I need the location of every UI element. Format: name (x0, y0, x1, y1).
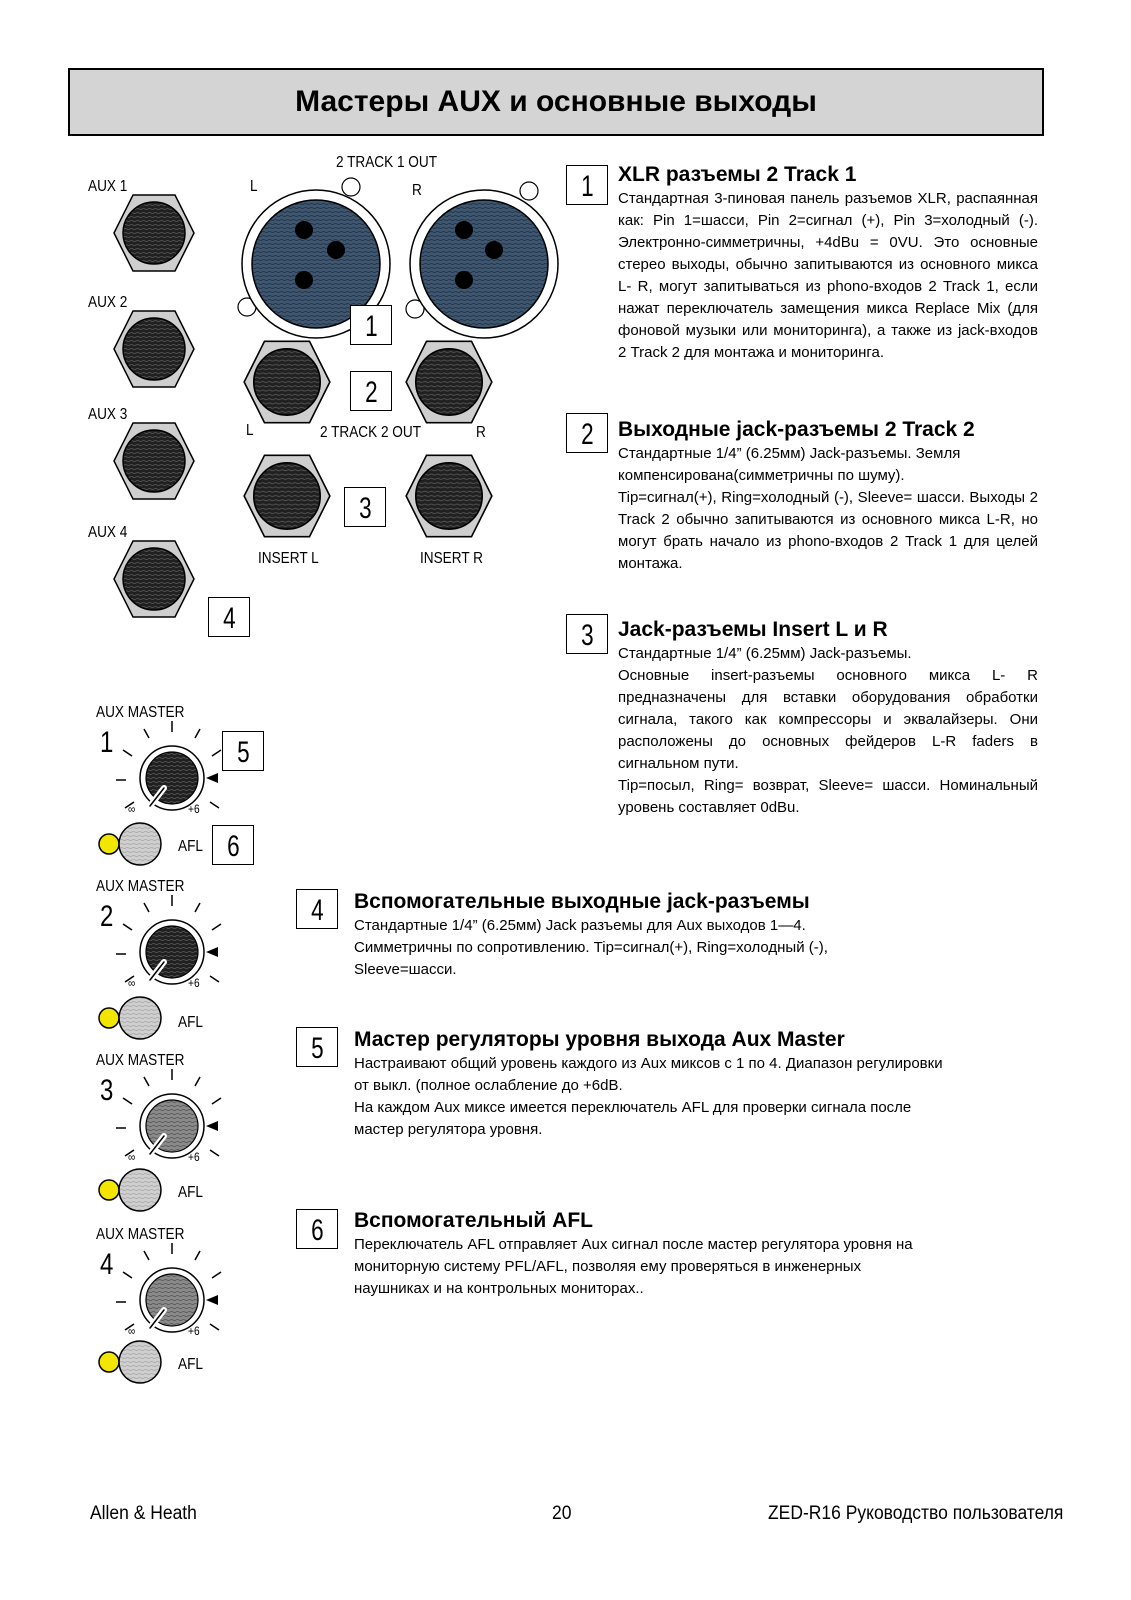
section-insert-jacks (618, 618, 1038, 819)
section-1-badge: 1 (566, 165, 608, 205)
section-4-badge: 4 (296, 889, 338, 929)
aux-master-3-max: +6 (188, 1150, 200, 1164)
section-3-badge: 3 (566, 614, 608, 654)
aux-master-3-number: 3 (100, 1074, 114, 1107)
aux-master-1-number: 1 (100, 726, 114, 759)
section-6-badge: 6 (296, 1209, 338, 1249)
callout-badge-4: 4 (208, 597, 250, 637)
track2-right-label: R (476, 424, 486, 441)
section-5-line-1: Настраивают общий уровень каждого из Aux миксов с 1 по 4. Диапазон регулировки (354, 1055, 943, 1072)
track1-left-label: L (250, 178, 258, 195)
aux-master-2-afl-button-icon[interactable] (96, 996, 168, 1040)
section-6-heading: Вспомогательный AFL (354, 1209, 593, 1232)
aux-master-1-max: +6 (188, 802, 200, 816)
aux-1-jack-icon (112, 191, 196, 275)
aux-master-1-afl-button-icon[interactable] (96, 822, 168, 866)
section-4-line-2: Симметричны по сопротивлению. Tip=сигнал(+), Ring=холодный (-), (354, 939, 828, 956)
track2-right-jack-icon (404, 337, 494, 427)
insert-right-label: INSERT R (420, 550, 483, 567)
section-aux-afl (354, 1209, 1024, 1300)
aux-master-1-min: ∞ (128, 802, 136, 816)
aux-master-4-label: AUX MASTER (96, 1226, 185, 1243)
page-title-box (68, 68, 1044, 136)
section-5-heading: Мастер регуляторы уровня выхода Aux Master (354, 1028, 845, 1051)
section-5-line-2: от выкл. (полное ослабление до +6dB. (354, 1077, 623, 1094)
footer-manual-title: ZED-R16 Руководство пользователя (768, 1503, 1064, 1524)
section-aux-jacks (354, 890, 1014, 981)
section-5-line-4: мастер регулятора уровня. (354, 1121, 543, 1138)
aux-jack-label-4: AUX 4 (88, 524, 128, 541)
aux-master-4-afl-button-icon[interactable] (96, 1340, 168, 1384)
track1-out-label: 2 TRACK 1 OUT (336, 154, 438, 171)
section-4-line-1: Стандартные 1/4” (6.25мм) Jack разъемы для Aux выходов 1—4. (354, 917, 806, 934)
aux-master-2-afl-label: AFL (178, 1014, 203, 1031)
callout-badge-6: 6 (212, 825, 254, 865)
insert-left-label: INSERT L (258, 550, 319, 567)
section-track2-jacks (618, 418, 1038, 575)
insert-right-jack-icon (404, 451, 494, 541)
aux-master-3-afl-label: AFL (178, 1184, 203, 1201)
section-3-line-3: Tip=посыл, Ring= возврат, Sleeve= шасси. Номинальный уровень составляет 0dBu. (618, 777, 1038, 816)
track2-left-jack-icon (242, 337, 332, 427)
insert-left-jack-icon (242, 451, 332, 541)
section-3-line-1: Стандартные 1/4” (6.25мм) Jack-разъемы. (618, 645, 912, 662)
section-6-line-2: мониторную систему PFL/AFL, позволяя ему проверяться в инженерных (354, 1258, 862, 1275)
aux-master-4-min: ∞ (128, 1324, 136, 1338)
section-aux-master (354, 1028, 1024, 1141)
aux-master-2-label: AUX MASTER (96, 878, 185, 895)
aux-4-jack-icon (112, 537, 196, 621)
aux-master-3-afl-button-icon[interactable] (96, 1168, 168, 1212)
section-1-heading: XLR разъемы 2 Track 1 (618, 163, 857, 186)
section-5-line-3: На каждом Aux миксе имеется переключатель AFL для проверки сигнала после (354, 1099, 912, 1116)
aux-jack-label-1: AUX 1 (88, 178, 128, 195)
section-1-body: Стандартная 3-пиновая панель разъемов XLR, распаянная как: Pin 1=шасси, Pin 2=сигнал (+), Pin 3=холодный (-). Электронно-симметричны, +4dBu = 0VU. Это основные стерео выходы, обычно запитываются из основного микса L- R, могут запитываться из phono-входов 2 Track 1, если нажат переключатель замещения микса Replace Mix (для фоновой музыки или мониторинга), а также из jack-входов 2 Track 2 для монтажа и мониторинга. (618, 190, 1038, 361)
aux-master-4-max: +6 (188, 1324, 200, 1338)
section-3-heading: Jack-разъемы Insert L и R (618, 618, 888, 641)
section-xlr-track1 (618, 163, 1038, 364)
aux-master-3-label: AUX MASTER (96, 1052, 185, 1069)
callout-badge-1: 1 (350, 305, 392, 345)
section-6-line-3: наушниках и на контрольных мониторах.. (354, 1280, 644, 1297)
section-5-badge: 5 (296, 1027, 338, 1067)
callout-badge-2: 2 (350, 371, 392, 411)
aux-3-jack-icon (112, 419, 196, 503)
page-title: Мастеры AUX и основные выходы (295, 85, 817, 118)
callout-badge-5: 5 (222, 731, 264, 771)
aux-jack-label-3: AUX 3 (88, 406, 128, 423)
aux-master-1-label: AUX MASTER (96, 704, 185, 721)
aux-master-4-number: 4 (100, 1248, 114, 1281)
track2-out-label: 2 TRACK 2 OUT (320, 424, 422, 441)
footer-brand: Allen & Heath (90, 1503, 197, 1524)
section-3-line-2: Основные insert-разъемы основного микса L- R предназначены для вставки оборудования обработки сигнала, такого как компрессоры и эквалайзеры. Они расположены до основных фейдеров L-R faders в сигнальном пути. (618, 667, 1038, 772)
callout-badge-3: 3 (344, 487, 386, 527)
aux-master-2-min: ∞ (128, 976, 136, 990)
section-4-line-3: Sleeve=шасси. (354, 961, 457, 978)
section-2-line-2: Tip=сигнал(+), Ring=холодный (-), Sleeve= шасси. Выходы 2 Track 2 обычно запитываются из основного микса L-R, но могут брать начало из phono-входов 2 Track 1 для целей монтажа. (618, 489, 1038, 572)
section-2-badge: 2 (566, 413, 608, 453)
aux-master-3-min: ∞ (128, 1150, 136, 1164)
section-4-heading: Вспомогательные выходные jack-разъемы (354, 890, 810, 913)
xlr-right-connector-icon (406, 186, 562, 342)
section-2-line-1: Стандартные 1/4” (6.25мм) Jack-разъемы. Земля компенсирована(симметричны по шуму). (618, 445, 961, 484)
aux-master-2-max: +6 (188, 976, 200, 990)
aux-2-jack-icon (112, 307, 196, 391)
track2-left-label: L (246, 422, 254, 439)
aux-jack-label-2: AUX 2 (88, 294, 128, 311)
aux-master-2-number: 2 (100, 900, 114, 933)
track1-right-label: R (412, 182, 422, 199)
aux-master-1-afl-label: AFL (178, 838, 203, 855)
section-6-line-1: Переключатель AFL отправляет Aux сигнал после мастер регулятора уровня на (354, 1236, 913, 1253)
section-2-heading: Выходные jack-разъемы 2 Track 2 (618, 418, 975, 441)
aux-master-4-afl-label: AFL (178, 1356, 203, 1373)
footer-page-number: 20 (552, 1503, 572, 1524)
